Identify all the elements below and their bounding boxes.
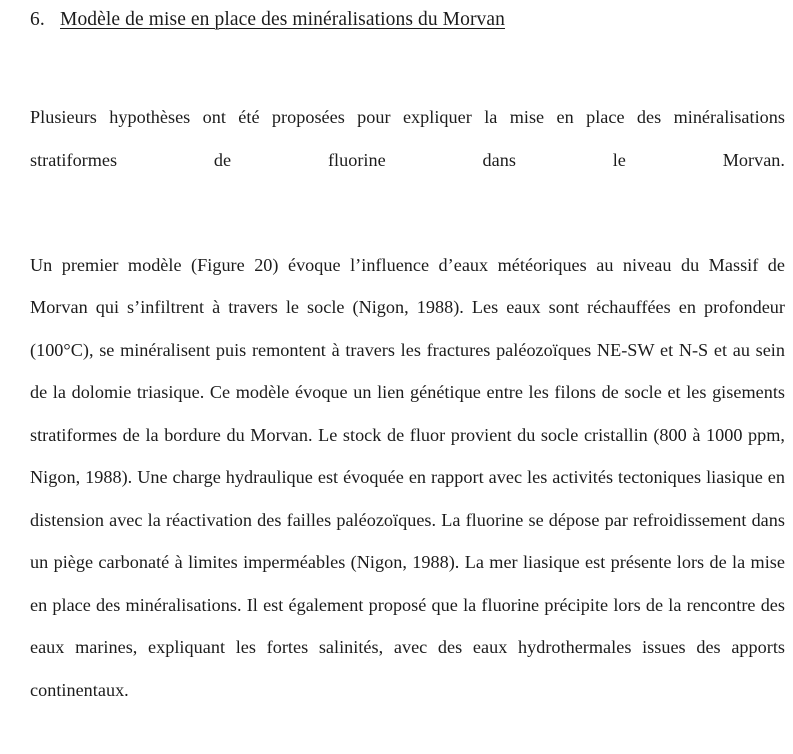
document-body: [30, 96, 785, 754]
section-heading: [30, 6, 760, 34]
section-heading-title: Modèle de mise en place des minéralisations du Morvan: [60, 9, 506, 30]
paragraph: Un premier modèle (Figure 20) évoque l’influence d’eaux météoriques au niveau du Massif de Morvan qui s’infiltrent à travers le socle (Nigon, 1988). Les eaux sont réchauffées en profondeur (100°C), se minéralisent puis remontent à travers les fractures paléozoïques NE-SW et N-S et au sein de la dolomie triasique. Ce modèle évoque un lien génétique entre les filons de socle et les gisements stratiformes de la bordure du Morvan. Le stock de fluor provient du socle cristallin (800 à 1000 ppm, Nigon, 1988). Une charge hydraulique est évoquée en rapport avec les activités tectoniques liasique en distension avec la réactivation des failles paléozoïques. La fluorine se dépose par refroidissement dans un piège carbonaté à limites imperméables (Nigon, 1988). La mer liasique est présente lors de la mise en place des minéralisations. Il est également proposé que la fluorine précipite lors de la rencontre des eaux marines, expliquant les fortes salinités, avec des eaux hydrothermales issues des apports continentaux.: [30, 254, 785, 700]
section-heading-number: 6.: [30, 9, 45, 30]
paragraph: Plusieurs hypothèses ont été proposées pour expliquer la mise en place des minéralisations stratiformes de fluorine dans le Morvan.: [30, 107, 785, 170]
